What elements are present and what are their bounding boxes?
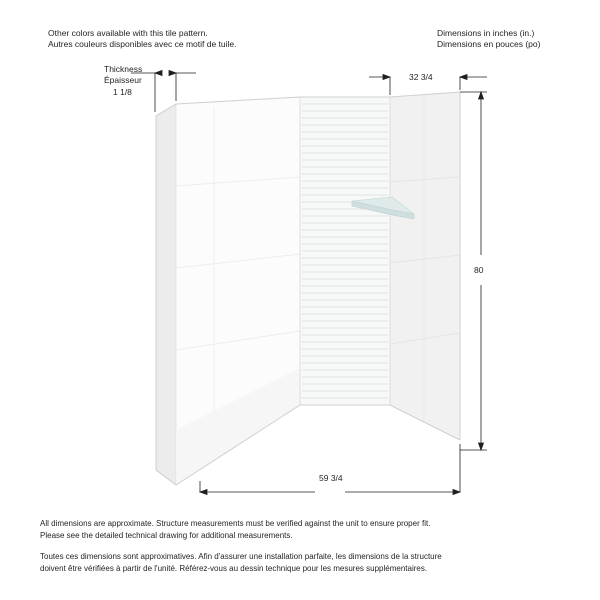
right-side-wall — [390, 92, 460, 440]
footnote-en-line1: All dimensions are approximate. Structure measurements must be verified against the unit to ensure proper fit. — [40, 519, 431, 528]
height-dimension-value: 80 — [474, 265, 484, 275]
footnote-fr-line2: doivent être vérifiées à partir de l'unité. Référez-vous au dessin technique pour les mesures supplémentaires. — [40, 564, 428, 573]
thickness-value: 1 1/8 — [113, 87, 132, 97]
note-other-colors-fr: Autres couleurs disponibles avec ce motif de tuile. — [48, 39, 237, 49]
note-units-fr: Dimensions en pouces (po) — [437, 39, 541, 49]
back-wall-tiled — [300, 97, 390, 405]
footnote-fr-line1: Toutes ces dimensions sont approximatives. Afin d'assurer une installation parfaite, les dimensions de la structure — [40, 552, 442, 561]
note-other-colors-en: Other colors available with this tile pattern. — [48, 28, 208, 38]
width-dimension-value: 59 3/4 — [319, 473, 343, 483]
footnote-en-line2: Please see the detailed technical drawing for additional measurements. — [40, 531, 293, 540]
left-side-wall — [176, 97, 300, 485]
thickness-label-fr: Épaisseur — [104, 75, 142, 85]
depth-dimension-value: 32 3/4 — [409, 72, 433, 82]
note-units-en: Dimensions in inches (in.) — [437, 28, 535, 38]
thickness-label-en: Thickness — [104, 64, 143, 74]
left-return-panel — [156, 104, 176, 485]
